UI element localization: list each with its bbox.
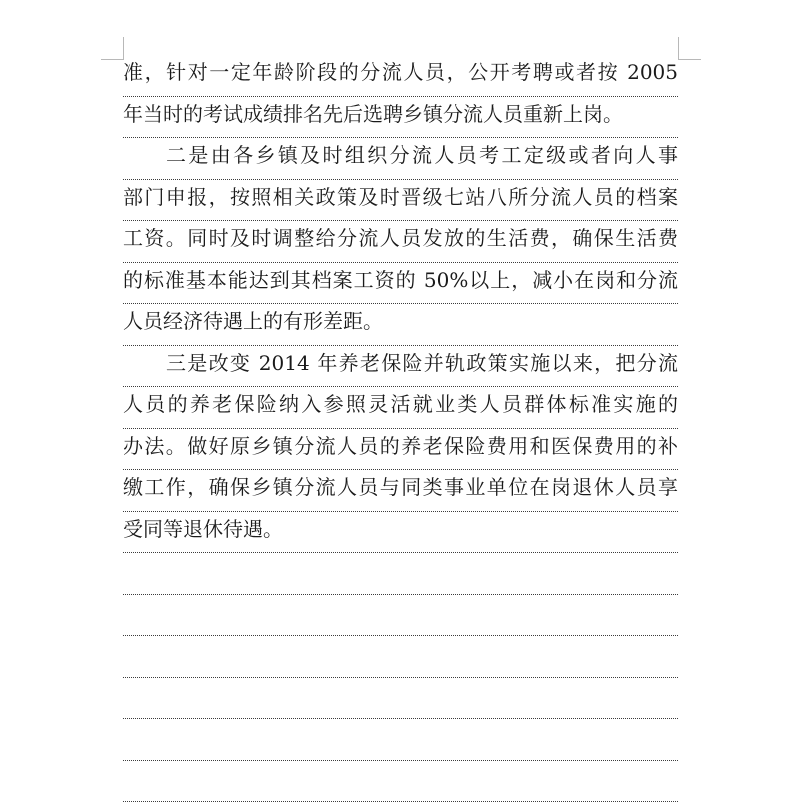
text-line <box>123 180 678 222</box>
text-line <box>123 221 678 263</box>
text-line-content: 工资。同时及时调整给分流人员发放的生活费，确保生活费 <box>123 226 678 250</box>
text-line <box>123 304 678 346</box>
text-line <box>123 512 678 554</box>
text-line-content: 准，针对一定年龄阶段的分流人员，公开考聘或者按 2005 <box>123 60 678 84</box>
empty-ruled-line <box>123 678 678 720</box>
page-corner-mark-top-right <box>678 37 701 60</box>
text-line <box>123 387 678 429</box>
empty-ruled-line <box>123 595 678 637</box>
text-line-content: 的标准基本能达到其档案工资的 50%以上，减小在岗和分流 <box>123 267 678 292</box>
empty-ruled-line <box>123 761 678 803</box>
text-line <box>123 138 678 180</box>
empty-ruled-line <box>123 553 678 595</box>
empty-ruled-line <box>123 719 678 761</box>
text-line-content: 部门申报，按照相关政策及时晋级七站八所分流人员的档案 <box>123 184 678 209</box>
page-corner-mark-top-left <box>101 37 124 60</box>
text-line-content: 办法。做好原乡镇分流人员的养老保险费用和医保费用的补 <box>123 433 678 458</box>
text-line <box>123 346 678 388</box>
text-line-content: 人员经济待遇上的有形差距。 <box>123 309 383 333</box>
text-line-content: 二是由各乡镇及时组织分流人员考工定级或者向人事 <box>166 143 678 167</box>
text-line <box>123 263 678 305</box>
text-line <box>123 55 678 97</box>
text-line-content: 受同等退休待遇。 <box>123 516 283 541</box>
text-line-content: 三是改变 2014 年养老保险并轨政策实施以来，把分流 <box>166 350 678 375</box>
text-line-content: 缴工作，确保乡镇分流人员与同类事业单位在岗退休人员享 <box>123 475 678 499</box>
text-line <box>123 429 678 471</box>
text-line <box>123 97 678 139</box>
text-line-content: 人员的养老保险纳入参照灵活就业类人员群体标准实施的 <box>123 392 678 416</box>
empty-ruled-line <box>123 636 678 678</box>
text-line <box>123 470 678 512</box>
text-line-content: 年当时的考试成绩排名先后选聘乡镇分流人员重新上岗。 <box>123 101 623 126</box>
